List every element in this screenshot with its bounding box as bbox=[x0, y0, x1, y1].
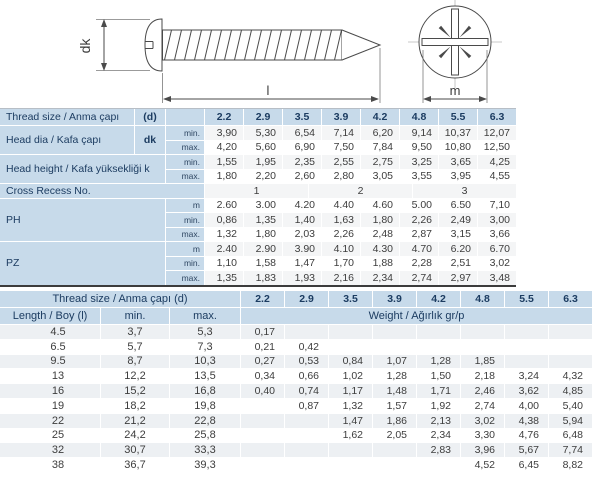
weight-value: 3,02 bbox=[461, 414, 504, 428]
t2-length: 25 bbox=[0, 429, 100, 443]
screw-side-view bbox=[96, 19, 380, 103]
weight-value: 0,21 bbox=[241, 340, 284, 354]
weight-value: 1,47 bbox=[329, 414, 372, 428]
t1-sublabel-min: min. bbox=[166, 155, 204, 169]
arrow-right-icon bbox=[479, 96, 487, 102]
t1-ph-m-row bbox=[205, 199, 516, 213]
weight-value bbox=[417, 340, 460, 354]
t2-max: 22,8 bbox=[170, 414, 240, 428]
weight-value: 1,50 bbox=[417, 369, 460, 383]
dim-value: 4.70 bbox=[400, 242, 438, 256]
weight-value: 0,42 bbox=[285, 340, 328, 354]
weight-table bbox=[0, 291, 592, 472]
weight-value: 2,05 bbox=[373, 429, 416, 443]
dim-value: 4.10 bbox=[322, 242, 360, 256]
weight-value bbox=[285, 443, 328, 457]
weight-value: 8,82 bbox=[549, 458, 592, 472]
t2-length: 22 bbox=[0, 414, 100, 428]
dim-value: 6,20 bbox=[361, 126, 399, 140]
t1-size-header: 3.5 bbox=[283, 109, 321, 125]
arrow-left-icon bbox=[163, 96, 171, 102]
t1-size-header: 6.3 bbox=[478, 109, 516, 125]
weight-value: 4,85 bbox=[549, 384, 592, 398]
weight-value: 4,76 bbox=[505, 429, 548, 443]
weight-value: 1,32 bbox=[329, 399, 372, 413]
weight-value: 0,74 bbox=[285, 384, 328, 398]
t2-length: 4.5 bbox=[0, 325, 100, 339]
t1-row-label-head-dia: Head dia / Kafa çapı bbox=[0, 126, 134, 154]
dim-value: 2,20 bbox=[244, 170, 282, 184]
t2-length: 32 bbox=[0, 443, 100, 457]
dim-value: 2,16 bbox=[322, 271, 360, 285]
weight-value bbox=[417, 458, 460, 472]
dimensions-table bbox=[0, 108, 516, 287]
weight-value: 1,28 bbox=[417, 355, 460, 369]
weight-value: 3,24 bbox=[505, 369, 548, 383]
dim-value: 3.90 bbox=[283, 242, 321, 256]
t1-size-header: 4.2 bbox=[361, 109, 399, 125]
dim-label-l: l bbox=[266, 83, 270, 98]
t1-head-height-max-row bbox=[205, 170, 516, 184]
dim-label-dk: dk bbox=[77, 38, 93, 54]
t1-sublabel-min: min. bbox=[166, 213, 204, 227]
weight-value: 1,28 bbox=[373, 369, 416, 383]
t1-head-height-min-row bbox=[205, 155, 516, 169]
weight-value bbox=[329, 325, 372, 339]
t2-header-title: Thread size / Anma çapı (d) bbox=[0, 291, 240, 307]
weight-value bbox=[549, 355, 592, 369]
dim-value: 3,95 bbox=[439, 170, 477, 184]
weight-value bbox=[373, 340, 416, 354]
weight-value: 0,84 bbox=[329, 355, 372, 369]
t2-min: 24,2 bbox=[101, 429, 169, 443]
t2-max: 13,5 bbox=[170, 369, 240, 383]
t1-pz-m-row bbox=[205, 242, 516, 256]
dim-value: 5.00 bbox=[400, 199, 438, 213]
dim-value: 1,58 bbox=[244, 257, 282, 271]
t1-sublabel-min: min. bbox=[166, 257, 204, 271]
weight-value bbox=[505, 340, 548, 354]
dim-value: 4,20 bbox=[205, 141, 243, 155]
weight-value: 4,38 bbox=[505, 414, 548, 428]
dim-value: 5,60 bbox=[244, 141, 282, 155]
weight-value: 1,17 bbox=[329, 384, 372, 398]
t1-sublabel-m: m bbox=[166, 242, 204, 256]
t2-max: 16,8 bbox=[170, 384, 240, 398]
t2-length: 9.5 bbox=[0, 355, 100, 369]
dim-value: 2,55 bbox=[322, 155, 360, 169]
dim-value: 1,47 bbox=[283, 257, 321, 271]
t2-max: 39,3 bbox=[170, 458, 240, 472]
weight-value: 5,94 bbox=[549, 414, 592, 428]
dim-value: 3,66 bbox=[478, 228, 516, 242]
t1-pz-min-row bbox=[205, 257, 516, 271]
dim-value: 1,55 bbox=[205, 155, 243, 169]
t2-weights-row bbox=[241, 414, 592, 428]
t2-min: 18,2 bbox=[101, 399, 169, 413]
t2-size-header: 6.3 bbox=[549, 291, 592, 307]
weight-value bbox=[241, 429, 284, 443]
t2-weight-header: Weight / Ağırlık gr/p bbox=[241, 308, 592, 324]
weight-value bbox=[285, 429, 328, 443]
t1-sublabel-max: max. bbox=[166, 228, 204, 242]
dim-value: 1,32 bbox=[205, 228, 243, 242]
weight-value: 0,87 bbox=[285, 399, 328, 413]
t1-sublabel-max: max. bbox=[166, 271, 204, 285]
t2-max: 7,3 bbox=[170, 340, 240, 354]
t1-size-header: 4.8 bbox=[400, 109, 438, 125]
dim-value: 2,75 bbox=[361, 155, 399, 169]
weight-value bbox=[549, 340, 592, 354]
t1-symbol-dk: dk bbox=[135, 126, 165, 154]
dim-value: 7,50 bbox=[322, 141, 360, 155]
arrow-down-icon bbox=[101, 63, 107, 71]
dim-value: 2,74 bbox=[400, 271, 438, 285]
weight-value: 0,27 bbox=[241, 355, 284, 369]
weight-value bbox=[373, 443, 416, 457]
dim-value: 2,03 bbox=[283, 228, 321, 242]
dim-value: 6.50 bbox=[439, 199, 477, 213]
t2-min: 36,7 bbox=[101, 458, 169, 472]
arrow-left-icon bbox=[423, 96, 431, 102]
weight-value: 0,40 bbox=[241, 384, 284, 398]
cross-recess-number: 3 bbox=[413, 184, 516, 198]
weight-value: 2,34 bbox=[417, 429, 460, 443]
weight-value: 2,83 bbox=[417, 443, 460, 457]
dim-value: 2,49 bbox=[439, 213, 477, 227]
weight-value bbox=[461, 325, 504, 339]
dim-value: 3,25 bbox=[400, 155, 438, 169]
t2-max: 10,3 bbox=[170, 355, 240, 369]
t2-length: 13 bbox=[0, 369, 100, 383]
weight-value: 1,02 bbox=[329, 369, 372, 383]
t1-row-label-ph: PH bbox=[0, 199, 165, 242]
t2-max: 25,8 bbox=[170, 429, 240, 443]
t1-ph-min-row bbox=[205, 213, 516, 227]
weight-value bbox=[373, 325, 416, 339]
dim-value: 7,10 bbox=[478, 199, 516, 213]
dim-value: 1,80 bbox=[205, 170, 243, 184]
weight-value: 7,74 bbox=[549, 443, 592, 457]
t1-head-dia-max-row bbox=[205, 141, 516, 155]
dim-value: 9,50 bbox=[400, 141, 438, 155]
weight-value: 6,48 bbox=[549, 429, 592, 443]
dim-value: 3,15 bbox=[439, 228, 477, 242]
dim-value: 6,90 bbox=[283, 141, 321, 155]
t2-max-header: max. bbox=[170, 308, 240, 324]
t2-size-header: 2.9 bbox=[285, 291, 328, 307]
dim-value: 3,90 bbox=[205, 126, 243, 140]
dim-value: 2,28 bbox=[400, 257, 438, 271]
dim-value: 3,05 bbox=[361, 170, 399, 184]
weight-value: 2,46 bbox=[461, 384, 504, 398]
dim-value: 4.20 bbox=[283, 199, 321, 213]
dim-value: 2,26 bbox=[322, 228, 360, 242]
weight-value bbox=[241, 458, 284, 472]
t1-sublabel-m: m bbox=[166, 199, 204, 213]
t1-pz-max-row bbox=[205, 271, 516, 285]
dim-value: 2,26 bbox=[400, 213, 438, 227]
weight-value bbox=[329, 458, 372, 472]
t2-min: 12,2 bbox=[101, 369, 169, 383]
t2-weights-row bbox=[241, 399, 592, 413]
dim-value: 1,35 bbox=[244, 213, 282, 227]
dim-value: 1,93 bbox=[283, 271, 321, 285]
t1-row-label-head-height: Head height / Kafa yüksekliği k bbox=[0, 155, 165, 183]
t1-row-label-pz: PZ bbox=[0, 242, 165, 285]
weight-value: 4,32 bbox=[549, 369, 592, 383]
dim-value: 7,84 bbox=[361, 141, 399, 155]
t2-size-header: 4.2 bbox=[417, 291, 460, 307]
t1-size-header: 2.2 bbox=[205, 109, 243, 125]
t1-header-symbol: (d) bbox=[135, 109, 165, 125]
dim-value: 4.40 bbox=[322, 199, 360, 213]
t2-size-header: 4.8 bbox=[461, 291, 504, 307]
dim-value: 1,40 bbox=[283, 213, 321, 227]
weight-value bbox=[241, 399, 284, 413]
t1-cross-recess-row bbox=[205, 184, 516, 198]
dim-value: 9,14 bbox=[400, 126, 438, 140]
dim-value: 12,07 bbox=[478, 126, 516, 140]
dim-value: 3.00 bbox=[244, 199, 282, 213]
dim-value: 2,34 bbox=[361, 271, 399, 285]
weight-value: 2,18 bbox=[461, 369, 504, 383]
t1-sublabel-min: min. bbox=[166, 126, 204, 140]
dim-value: 2,60 bbox=[283, 170, 321, 184]
cross-recess-number: 2 bbox=[309, 184, 412, 198]
dim-value: 1,80 bbox=[361, 213, 399, 227]
dim-value: 5,30 bbox=[244, 126, 282, 140]
t1-size-header: 5.5 bbox=[439, 109, 477, 125]
weight-value: 3,96 bbox=[461, 443, 504, 457]
t1-header-spacer bbox=[166, 109, 204, 125]
weight-value: 5,40 bbox=[549, 399, 592, 413]
t2-min: 5,7 bbox=[101, 340, 169, 354]
weight-value: 1,92 bbox=[417, 399, 460, 413]
weight-value bbox=[241, 414, 284, 428]
weight-value: 2,74 bbox=[461, 399, 504, 413]
weight-value bbox=[461, 340, 504, 354]
t2-length: 38 bbox=[0, 458, 100, 472]
weight-value bbox=[241, 443, 284, 457]
t2-min: 15,2 bbox=[101, 384, 169, 398]
technical-drawing bbox=[0, 0, 600, 106]
weight-value: 1,71 bbox=[417, 384, 460, 398]
dim-value: 2,80 bbox=[322, 170, 360, 184]
weight-value: 1,85 bbox=[461, 355, 504, 369]
weight-value bbox=[373, 458, 416, 472]
weight-value bbox=[505, 355, 548, 369]
t2-length: 6.5 bbox=[0, 340, 100, 354]
dim-value: 6,54 bbox=[283, 126, 321, 140]
t2-weights-row bbox=[241, 355, 592, 369]
dim-value: 3,48 bbox=[478, 271, 516, 285]
dim-value: 2,97 bbox=[439, 271, 477, 285]
t2-weights-row bbox=[241, 384, 592, 398]
dim-value: 0,86 bbox=[205, 213, 243, 227]
dim-value: 1,88 bbox=[361, 257, 399, 271]
t2-size-header: 3.9 bbox=[373, 291, 416, 307]
weight-value: 1,07 bbox=[373, 355, 416, 369]
dim-value: 1,95 bbox=[244, 155, 282, 169]
t1-sublabel-max: max. bbox=[166, 141, 204, 155]
weight-value: 1,48 bbox=[373, 384, 416, 398]
t2-size-header: 3.5 bbox=[329, 291, 372, 307]
weight-value bbox=[417, 325, 460, 339]
t2-min-header: min. bbox=[101, 308, 169, 324]
dim-value: 2,48 bbox=[361, 228, 399, 242]
t1-size-header: 3.9 bbox=[322, 109, 360, 125]
weight-value: 0,34 bbox=[241, 369, 284, 383]
t2-size-header: 2.2 bbox=[241, 291, 284, 307]
dim-value: 4.60 bbox=[361, 199, 399, 213]
weight-value: 4,52 bbox=[461, 458, 504, 472]
weight-value: 6,45 bbox=[505, 458, 548, 472]
weight-value: 2,13 bbox=[417, 414, 460, 428]
weight-value: 0,66 bbox=[285, 369, 328, 383]
t2-weights-row bbox=[241, 443, 592, 457]
dim-value: 4.30 bbox=[361, 242, 399, 256]
t2-weights-row bbox=[241, 429, 592, 443]
t2-size-header-row bbox=[241, 291, 592, 307]
t2-weights-row bbox=[241, 369, 592, 383]
t2-min: 8,7 bbox=[101, 355, 169, 369]
t1-header-label: Thread size / Anma çapı bbox=[0, 109, 134, 125]
dim-value: 4,25 bbox=[478, 155, 516, 169]
weight-value bbox=[285, 325, 328, 339]
t2-max: 5,3 bbox=[170, 325, 240, 339]
t2-length-header: Length / Boy (l) bbox=[0, 308, 100, 324]
dim-value: 1,80 bbox=[244, 228, 282, 242]
dim-label-m: m bbox=[449, 83, 461, 98]
t2-min: 3,7 bbox=[101, 325, 169, 339]
t1-head-dia-min-row bbox=[205, 126, 516, 140]
dim-value: 10,80 bbox=[439, 141, 477, 155]
t2-weights-row bbox=[241, 458, 592, 472]
dim-value: 3,00 bbox=[478, 213, 516, 227]
weight-value: 1,62 bbox=[329, 429, 372, 443]
t2-weights-row bbox=[241, 340, 592, 354]
dim-value: 4,55 bbox=[478, 170, 516, 184]
t1-row-label-cross-recess: Cross Recess No. bbox=[0, 184, 204, 198]
dim-value: 3,65 bbox=[439, 155, 477, 169]
weight-value: 0,17 bbox=[241, 325, 284, 339]
t2-max: 33,3 bbox=[170, 443, 240, 457]
dim-value: 2.60 bbox=[205, 199, 243, 213]
weight-value: 0,53 bbox=[285, 355, 328, 369]
t1-sublabel-max: max. bbox=[166, 170, 204, 184]
dim-value: 3,55 bbox=[400, 170, 438, 184]
weight-value: 1,86 bbox=[373, 414, 416, 428]
weight-value: 1,57 bbox=[373, 399, 416, 413]
dim-value: 1,70 bbox=[322, 257, 360, 271]
dim-value: 2,35 bbox=[283, 155, 321, 169]
t2-max: 19,8 bbox=[170, 399, 240, 413]
dim-value: 2,51 bbox=[439, 257, 477, 271]
dim-value: 2.40 bbox=[205, 242, 243, 256]
dim-value: 10,37 bbox=[439, 126, 477, 140]
weight-value: 3,62 bbox=[505, 384, 548, 398]
t2-length: 16 bbox=[0, 384, 100, 398]
dim-value: 6.20 bbox=[439, 242, 477, 256]
t2-length: 19 bbox=[0, 399, 100, 413]
arrow-up-icon bbox=[101, 19, 107, 27]
weight-value: 4,00 bbox=[505, 399, 548, 413]
arrow-right-icon bbox=[371, 96, 379, 102]
weight-value bbox=[285, 458, 328, 472]
cross-recess-number: 1 bbox=[205, 184, 308, 198]
t2-size-header: 5.5 bbox=[505, 291, 548, 307]
dim-value: 1,63 bbox=[322, 213, 360, 227]
t2-weights-row bbox=[241, 325, 592, 339]
weight-value: 3,30 bbox=[461, 429, 504, 443]
dim-value: 2,87 bbox=[400, 228, 438, 242]
weight-value bbox=[505, 325, 548, 339]
dim-value: 12,50 bbox=[478, 141, 516, 155]
weight-value bbox=[285, 414, 328, 428]
t1-ph-max-row bbox=[205, 228, 516, 242]
t2-min: 30,7 bbox=[101, 443, 169, 457]
weight-value bbox=[329, 340, 372, 354]
dim-value: 7,14 bbox=[322, 126, 360, 140]
weight-value: 5,67 bbox=[505, 443, 548, 457]
weight-value bbox=[329, 443, 372, 457]
t1-size-header: 2.9 bbox=[244, 109, 282, 125]
dim-value: 3,02 bbox=[478, 257, 516, 271]
dim-value: 1,10 bbox=[205, 257, 243, 271]
t2-min: 21,2 bbox=[101, 414, 169, 428]
dim-value: 1,35 bbox=[205, 271, 243, 285]
t1-size-header-row bbox=[205, 109, 516, 125]
dim-value: 6.70 bbox=[478, 242, 516, 256]
dim-value: 2.90 bbox=[244, 242, 282, 256]
weight-value bbox=[549, 325, 592, 339]
dim-value: 1,83 bbox=[244, 271, 282, 285]
